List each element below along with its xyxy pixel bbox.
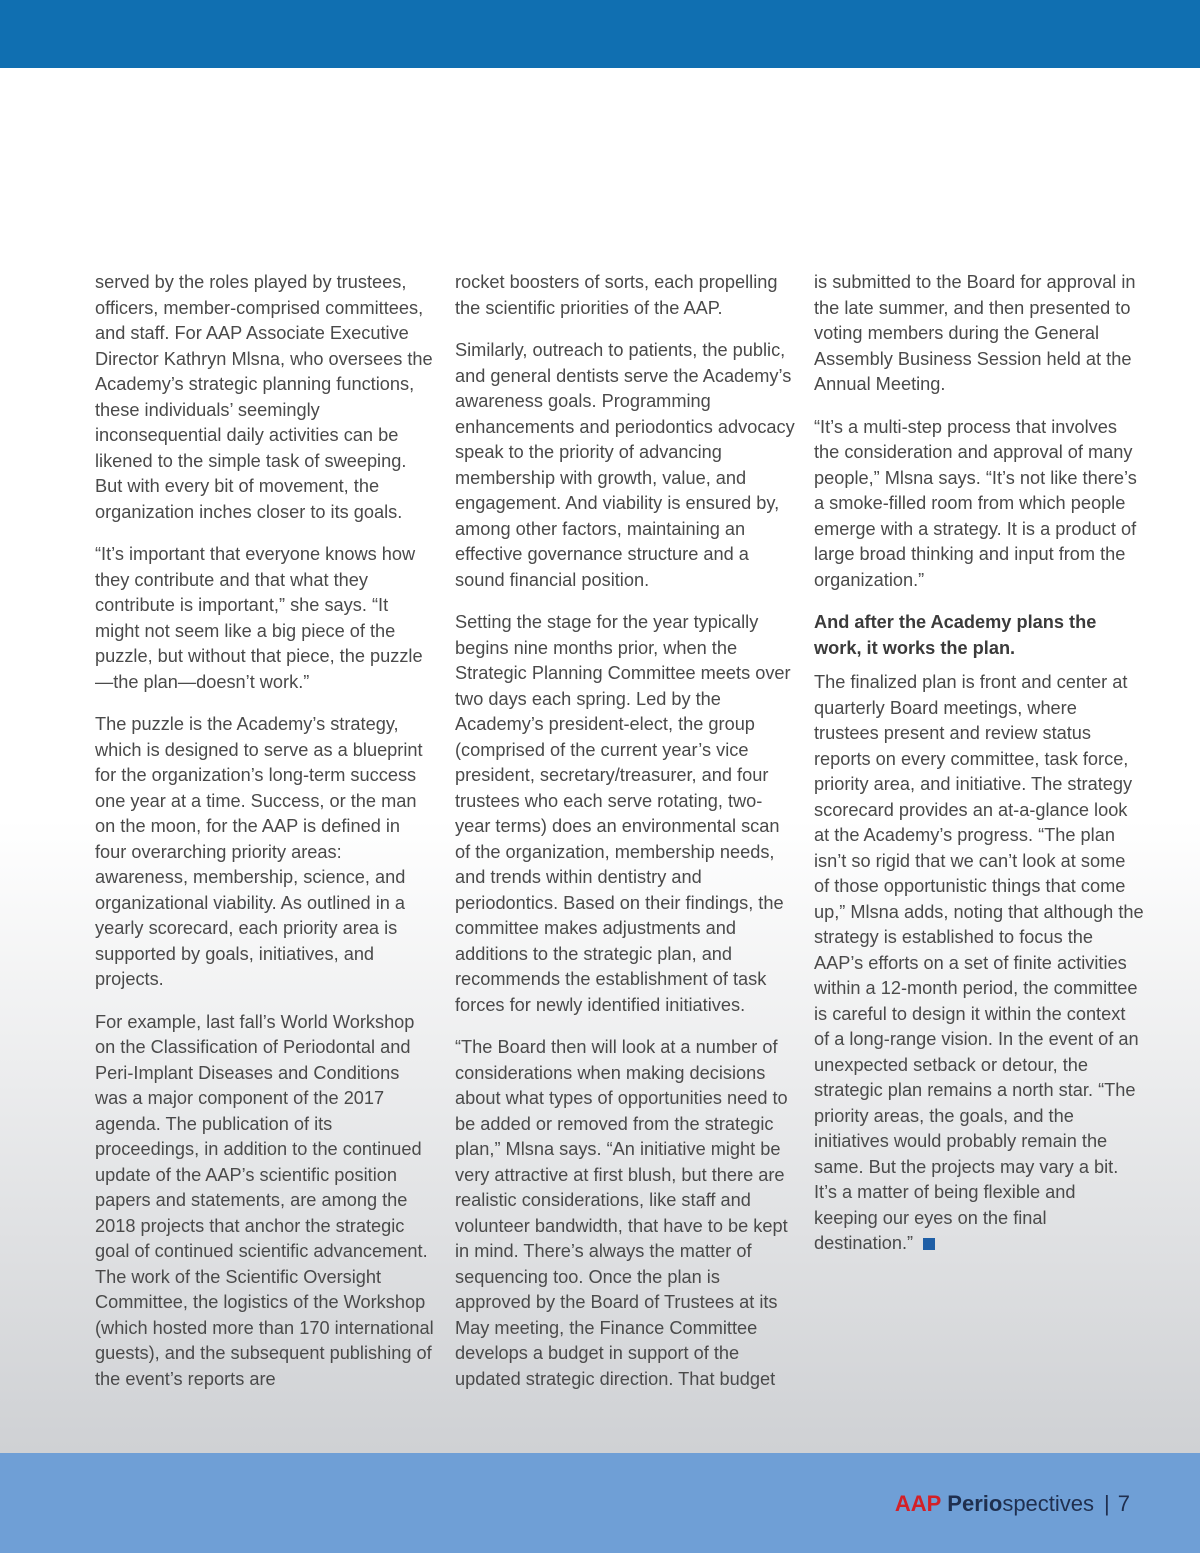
brand-perio: Perio (947, 1491, 1003, 1516)
footer-bar (0, 1453, 1200, 1553)
page-number: 7 (1117, 1491, 1130, 1516)
paragraph: served by the roles played by trustees, officers, member-comprised committees, and staff. For AAP Associate Executive Director Kathryn Mlsna, who oversees the Academy’s strategic planning functions, these individuals’ seemingly inconsequential daily activities can be likened to the simple task of sweeping. But with every bit of movement, the organization inches closer to its goals. (95, 272, 433, 522)
paragraph: Similarly, outreach to patients, the public, and general dentists serve the Academy’s awareness goals. Programming enhancements and periodontics advocacy speak to the priority of advancing membership with growth, value, and engagement. And viability is ensured by, among other factors, maintaining an effective governance structure and a sound financial position. (455, 340, 795, 590)
article-body (0, 270, 1200, 1400)
paragraph-text: The finalized plan is front and center at quarterly Board meetings, where trustees present and review status reports on every committee, task force, priority area, and initiative. The strategy scorecard provides an at-a-glance look at the Academy’s progress. “The plan isn’t so rigid that we can’t look at some of those opportunistic things that come up,” Mlsna adds, noting that although the strategy is established to focus the AAP’s efforts on a set of finite activities within a 12-month period, the committee is careful to design it within the context of a long-range vision. In the event of an unexpected setback or detour, the strategic plan remains a north star. “The priority areas, the goals, and the initiatives would probably remain the same. But the projects may vary a bit. It’s a matter of being flexible and keeping our eyes on the final destination.” (814, 672, 1144, 1253)
article-column-3 (814, 270, 1144, 1274)
brand-spectives: spectives (1002, 1491, 1095, 1516)
article-column-1 (95, 270, 435, 1409)
footer-separator: | (1104, 1491, 1110, 1516)
paragraph: Setting the stage for the year typically begins nine months prior, when the Strategic Planning Committee meets over two days each spring. Led by the Academy’s president-elect, the group (comprised of the current year’s vice president, secretary/treasurer, and four trustees who each serve rotating, two-year terms) does an environmental scan of the organization, membership needs, and trends within dentistry and periodontics. Based on their findings, the committee makes adjustments and additions to the strategic plan, and recommends the establishment of task forces for newly identified initiatives. (455, 612, 791, 1015)
paragraph-final (814, 670, 1144, 1257)
section-subheading: And after the Academy plans the work, it works the plan. (814, 612, 1097, 658)
paragraph: “It’s important that everyone knows how they contribute and that what they contribute is important,” she says. “It might not seem like a big piece of the puzzle, but without that piece, the puzzle—the plan—doesn’t work.” (95, 544, 423, 692)
header-bar (0, 0, 1200, 68)
paragraph: “The Board then will look at a number of considerations when making decisions about what types of opportunities need to be added or removed from the strategic plan,” Mlsna says. “An initiative might be very attractive at first blush, but there are realistic considerations, like staff and volunteer bandwidth, that have to be kept in mind. There’s always the matter of sequencing too. Once the plan is approved by the Board of Trustees at its May meeting, the Finance Committee develops a budget in support of the updated strategic direction. That budget (455, 1037, 788, 1389)
paragraph: For example, last fall’s World Workshop on the Classification of Periodontal and Peri-Implant Diseases and Conditions was a major component of the 2017 agenda. The publication of its proceedings, in addition to the continued update of the AAP’s scientific position papers and statements, are among the 2018 projects that anchor the strategic goal of continued scientific advancement. The work of the Scientific Oversight Committee, the logistics of the Workshop (which hosted more than 170 international guests), and the subsequent publishing of the event’s reports are (95, 1011, 434, 1389)
paragraph: rocket boosters of sorts, each propelling the scientific priorities of the AAP. (455, 272, 778, 318)
end-of-article-mark (923, 1238, 935, 1250)
brand-aap: AAP (894, 1491, 942, 1516)
paragraph: “It’s a multi-step process that involves the consideration and approval of many people,” Mlsna says. “It’s not like there’s a smoke-filled room from which people emerge with a strategy. It is a product of large broad thinking and input from the organization.” (814, 416, 1137, 590)
publication-brand (895, 1491, 1130, 1517)
article-column-2 (455, 270, 795, 1409)
paragraph: The puzzle is the Academy’s strategy, which is designed to serve as a blueprint for the organization’s long-term success one year at a time. Success, or the man on the moon, for the AAP is defined in four overarching priority areas: awareness, membership, science, and organizational viability. As outlined in a yearly scorecard, each priority area is supported by goals, initiatives, and projects. (95, 714, 423, 989)
paragraph: is submitted to the Board for approval in the late summer, and then presented to voting members during the General Assembly Business Session held at the Annual Meeting. (814, 272, 1136, 394)
